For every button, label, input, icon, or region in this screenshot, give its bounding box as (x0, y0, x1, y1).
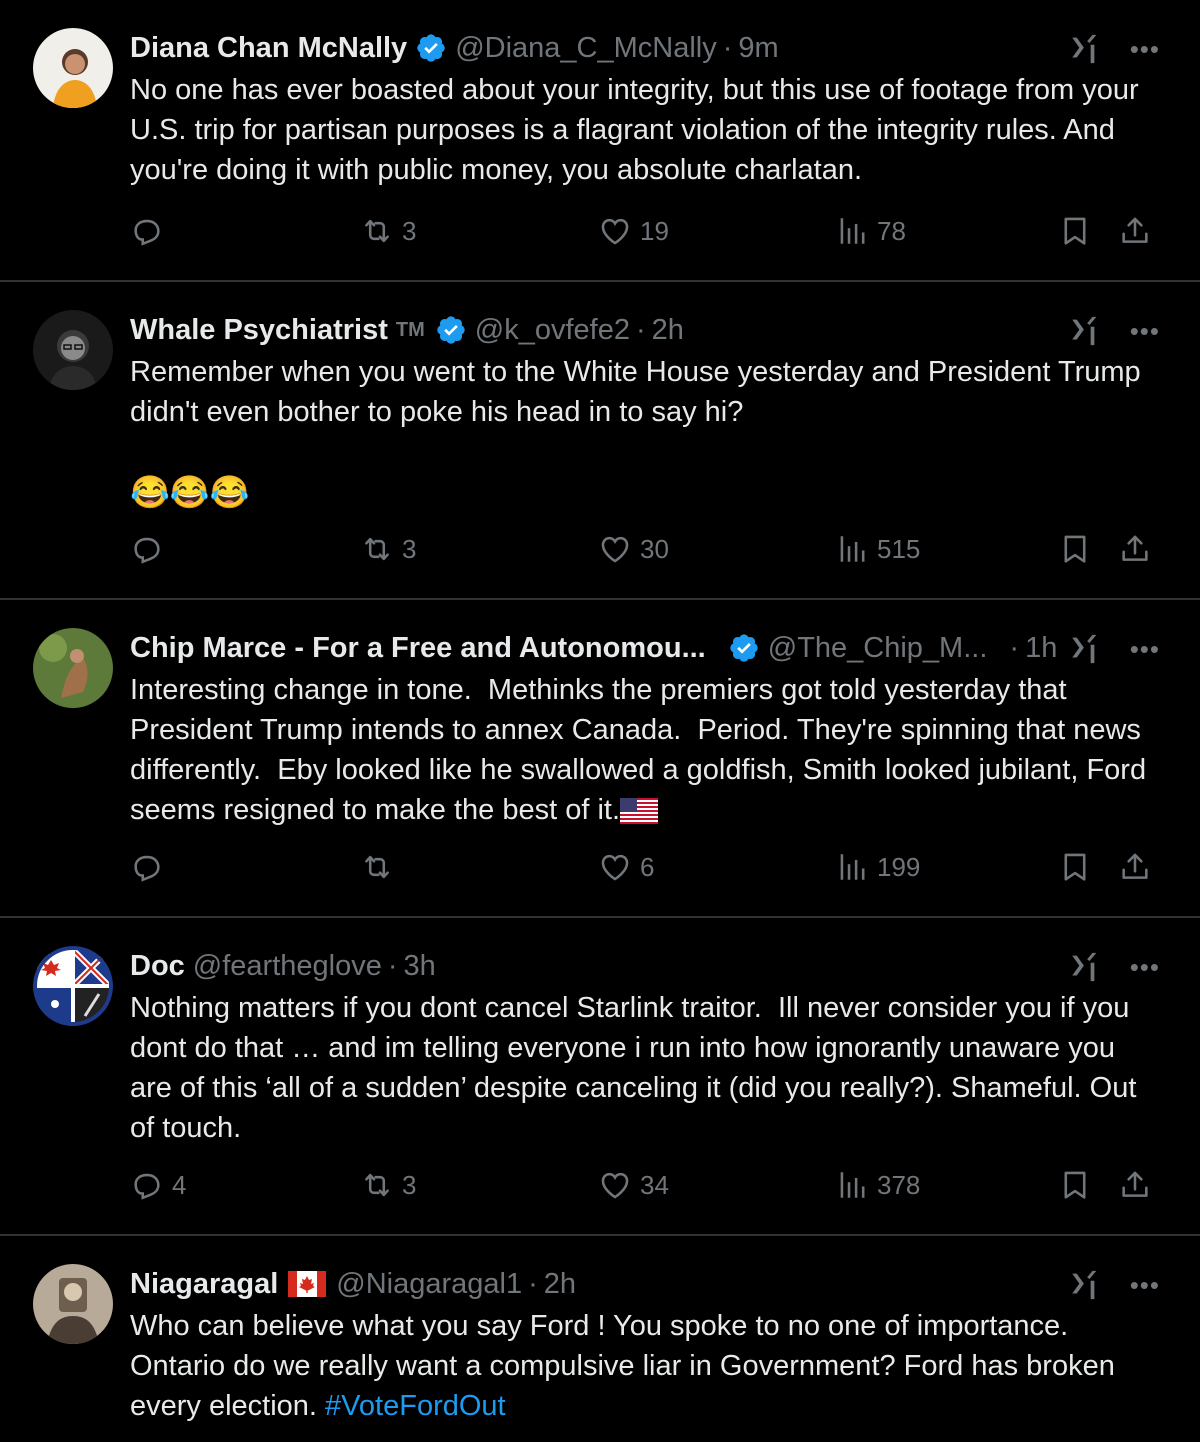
separator-dot: · (635, 313, 646, 346)
views-button[interactable] (835, 214, 906, 248)
tweet[interactable] (0, 918, 1200, 1236)
repost-icon (360, 1168, 394, 1202)
view-count: 78 (877, 215, 906, 246)
more-icon[interactable]: ••• (1129, 951, 1160, 982)
grok-icon[interactable] (1068, 1268, 1102, 1302)
share-icon (1118, 850, 1152, 884)
reply-button[interactable] (130, 532, 172, 566)
more-icon[interactable]: ••• (1129, 33, 1160, 64)
bookmark-button[interactable] (1058, 1168, 1100, 1202)
bookmark-icon (1058, 214, 1092, 248)
reply-icon (130, 850, 164, 884)
author-handle[interactable]: @Diana_C_McNally (455, 31, 717, 64)
author-handle[interactable]: @feartheglove (192, 949, 382, 982)
reply-icon (130, 532, 164, 566)
timestamp[interactable]: 2h (651, 313, 684, 346)
separator-dot: · (722, 31, 733, 64)
like-icon (598, 214, 632, 248)
share-icon (1118, 1168, 1152, 1202)
author-name[interactable]: Diana Chan McNally (130, 31, 408, 64)
like-count: 6 (640, 851, 655, 882)
grok-icon[interactable] (1068, 32, 1102, 66)
bookmark-button[interactable] (1058, 532, 1100, 566)
tweet-header (130, 22, 1160, 74)
action-bar (130, 850, 1160, 890)
tweet[interactable] (0, 0, 1200, 282)
timestamp[interactable]: 1h (1025, 631, 1058, 664)
hashtag-link[interactable]: #VoteFordOut (325, 1390, 506, 1422)
separator-dot: · (1009, 631, 1020, 664)
tweet-text: Remember when you went to the White House yesterday and President Trump didn't even bother to poke his head in to say hi? (130, 356, 1149, 428)
like-count: 19 (640, 215, 669, 246)
like-button[interactable] (598, 214, 669, 248)
author-handle[interactable]: @k_ovfefe2 (474, 313, 630, 346)
verified-badge-icon (415, 32, 447, 64)
tweet-text: No one has ever boasted about your integrity, but this use of footage from your U.S. trip for partisan purposes is a flagrant violation of the integrity rules. And you're doing it with public money, you absolute charlatan. (130, 74, 1147, 186)
views-icon (835, 532, 869, 566)
author-name[interactable]: Doc (130, 949, 185, 982)
share-icon (1118, 214, 1152, 248)
bookmark-icon (1058, 532, 1092, 566)
reply-button[interactable] (130, 1168, 186, 1202)
separator-dot: · (528, 1267, 538, 1300)
tweet-text-body: Who can believe what you say Ford ! You spoke to no one of importance. Ontario do we really want a compulsive liar in Government? Ford has broken every election. (130, 1310, 1123, 1422)
reply-icon (130, 1168, 164, 1202)
grok-icon[interactable] (1068, 950, 1102, 984)
views-icon (835, 214, 869, 248)
tweet-text: Nothing matters if you dont cancel Starlink traitor. Ill never consider you if you dont do that … and im telling everyone i run into how ignorantly unaware you are of this ‘all of a sudden’ despite canceling it (did you really?). Shameful. Out of touch. (130, 992, 1145, 1144)
avatar[interactable] (33, 310, 113, 390)
repost-icon (360, 532, 394, 566)
author-name[interactable]: Niagaragal (130, 1267, 279, 1300)
like-icon (598, 1168, 632, 1202)
more-icon[interactable]: ••• (1129, 633, 1160, 664)
reply-count: 4 (172, 1169, 187, 1200)
tweet[interactable] (0, 282, 1200, 600)
reply-icon (130, 214, 164, 248)
verified-badge-icon (728, 632, 760, 664)
share-button[interactable] (1118, 214, 1160, 248)
share-icon (1118, 532, 1152, 566)
repost-button[interactable] (360, 532, 416, 566)
share-button[interactable] (1118, 850, 1160, 884)
more-icon[interactable]: ••• (1129, 1269, 1160, 1300)
us-flag-icon (620, 798, 658, 824)
canada-flag-icon (288, 1271, 326, 1297)
like-count: 34 (640, 1169, 669, 1200)
timestamp[interactable]: 9m (738, 31, 779, 64)
timestamp[interactable]: 2h (543, 1267, 577, 1300)
share-button[interactable] (1118, 1168, 1160, 1202)
separator-dot: · (387, 949, 398, 982)
views-icon (835, 1168, 869, 1202)
avatar[interactable] (33, 28, 113, 108)
tweet-header (130, 940, 1160, 992)
repost-count: 3 (402, 1169, 417, 1200)
name-suffix: TM (395, 318, 425, 341)
avatar[interactable] (33, 946, 113, 1026)
like-button[interactable] (598, 850, 654, 884)
like-icon (598, 850, 632, 884)
reply-button[interactable] (130, 850, 172, 884)
tweet-emoji: 😂😂😂 (130, 474, 250, 510)
tweet-header (130, 304, 1160, 356)
repost-count: 3 (402, 215, 417, 246)
like-count: 30 (640, 533, 669, 564)
share-button[interactable] (1118, 532, 1160, 566)
tweet[interactable] (0, 1236, 1200, 1442)
action-bar (130, 214, 1160, 254)
tweet-text-body: Interesting change in tone. Methinks the premiers got told yesterday that President Trump intends to annex Canada. Period. They're spinning that news differently. Eby looked like he swallowed a goldfish, Smith looked jubilant, Ford seems resigned to make the best of it. (130, 674, 1155, 826)
avatar[interactable] (33, 1264, 113, 1344)
view-count: 199 (877, 851, 921, 882)
bookmark-button[interactable] (1058, 850, 1100, 884)
like-button[interactable] (598, 1168, 669, 1202)
tweet-header (130, 622, 1160, 674)
grok-icon[interactable] (1068, 632, 1102, 666)
timestamp[interactable]: 3h (403, 949, 436, 982)
repost-count: 3 (402, 533, 417, 564)
views-icon (835, 850, 869, 884)
action-bar (130, 1168, 1160, 1208)
like-button[interactable] (598, 532, 669, 566)
repost-icon (360, 850, 394, 884)
author-name[interactable]: Whale Psychiatrist (130, 313, 388, 346)
verified-badge-icon (435, 314, 467, 346)
view-count: 378 (877, 1169, 921, 1200)
author-name[interactable]: Chip Marce - For a Free and Autonomou... (130, 631, 706, 664)
bookmark-icon (1058, 1168, 1092, 1202)
like-icon (598, 532, 632, 566)
repost-button[interactable] (360, 214, 416, 248)
views-button[interactable] (835, 1168, 920, 1202)
tweet[interactable] (0, 600, 1200, 918)
action-bar (130, 532, 1160, 572)
grok-icon[interactable] (1068, 314, 1102, 348)
bookmark-button[interactable] (1058, 214, 1100, 248)
repost-button[interactable] (360, 1168, 416, 1202)
views-button[interactable] (835, 850, 920, 884)
tweet-text (130, 670, 1160, 830)
repost-icon (360, 214, 394, 248)
author-handle[interactable]: @The_Chip_M... (767, 631, 988, 664)
author-handle[interactable]: @Niagaragal1 (336, 1267, 523, 1300)
tweet-header (130, 1258, 1160, 1310)
repost-button[interactable] (360, 850, 402, 884)
more-icon[interactable]: ••• (1129, 315, 1160, 346)
tweet-text (130, 1306, 1160, 1426)
avatar[interactable] (33, 628, 113, 708)
reply-button[interactable] (130, 214, 172, 248)
view-count: 515 (877, 533, 921, 564)
views-button[interactable] (835, 532, 920, 566)
bookmark-icon (1058, 850, 1092, 884)
